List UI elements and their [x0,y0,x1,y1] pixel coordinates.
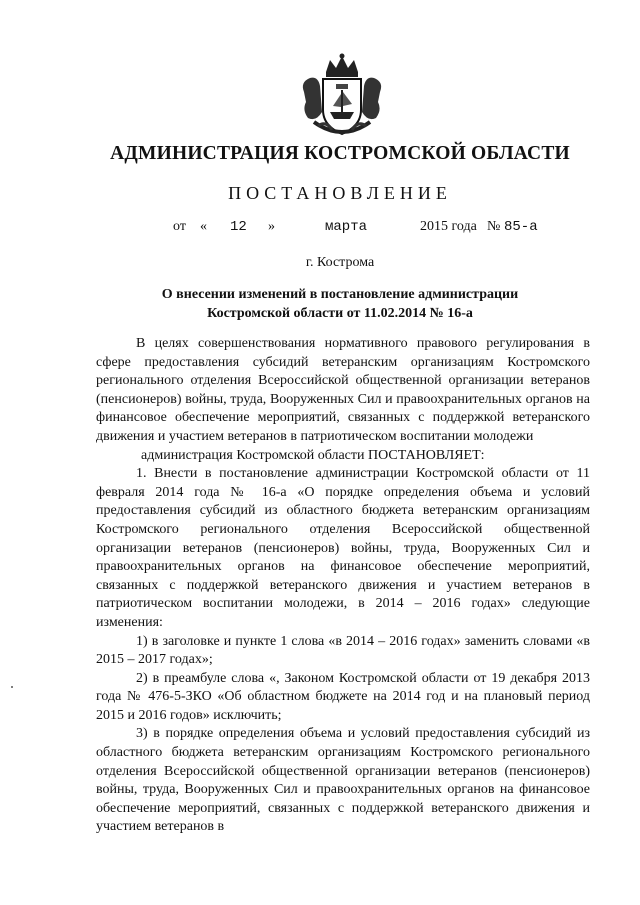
number-label: № [487,219,501,234]
scan-speck [11,686,13,688]
date-prefix: от [173,219,186,234]
document-type: ПОСТАНОВЛЕНИЕ [228,183,452,203]
resolves-paragraph: администрация Костромской области ПОСТАНОВЛЯЕТ: [141,447,485,463]
subitem-1-paragraph: 1) в заголовке и пункте 1 слова «в 2014 – 2016 годах» заменить словами «в 2015 – 2017 годах»; [96,633,590,668]
coat-of-arms-icon [296,52,388,144]
date-day: 12 [230,219,247,235]
date-quote-close: » [268,219,275,234]
subitem-3-paragraph: 3) в порядке определения объема и условий предоставления субсидий из областного бюджета ветеранским организациям Костромского регионального отделения Всероссийской общественной организации ветеранов (пенсионеров) войны, труда, Вооруженных Сил и правоохранительных органов на финансовое обеспечение мероприятий, связанных с поддержкой ветеранского движения и участием ветеранов в [96,726,590,835]
item-1-paragraph: 1. Внести в постановление администрации Костромской области от 11 февраля 2014 года № 16-а «О порядке определения объема и условий предоставления субсидий из областного бюджета ветеранским организациям Костромского регионального отделения Всероссийской общественной организации ветеранов (пенсионеров) войны, труда, Вооруженных Сил и правоохранительных органов на финансовое обеспечение мероприятий, связанных с поддержкой ветеранского движения и участием ветеранов в патриотическом воспитании молодежи, в 2014 – 2016 годах» следующие изменения: [96,466,590,630]
document-number: 85-а [504,219,538,235]
subitem-2-paragraph: 2) в преамбуле слова «, Законом Костромской области от 19 декабря 2013 года № 476-5-ЗКО «Об областном бюджете на 2014 год и на плановый период 2015 и 2016 годов» исключить; [96,670,590,723]
subject-line-2: Костромской области от 11.02.2014 № 16-а [207,306,473,321]
city-name: г. Кострома [305,255,375,270]
document-body [96,335,590,837]
subject-line-1: О внесении изменений в постановление администрации [161,287,519,302]
date-month: марта [325,219,368,235]
date-quote-open: « [200,219,207,234]
organization-title: АДМИНИСТРАЦИЯ КОСТРОМСКОЙ ОБЛАСТИ [110,143,570,164]
document-subject [100,285,580,323]
date-year: 2015 года [420,219,477,234]
preamble-paragraph: В целях совершенствования нормативного правового регулирования в сфере предоставления субсидий ветеранским организациям Костромского регионального отделения Всероссийской общественной организации ветеранов (пенсионеров) войны, труда, Вооруженных Сил и правоохранительных органов на финансовое обеспечение мероприятий, связанных с поддержкой ветеранского движения и участием ветеранов в патриотическом воспитании молодежи [96,336,590,444]
